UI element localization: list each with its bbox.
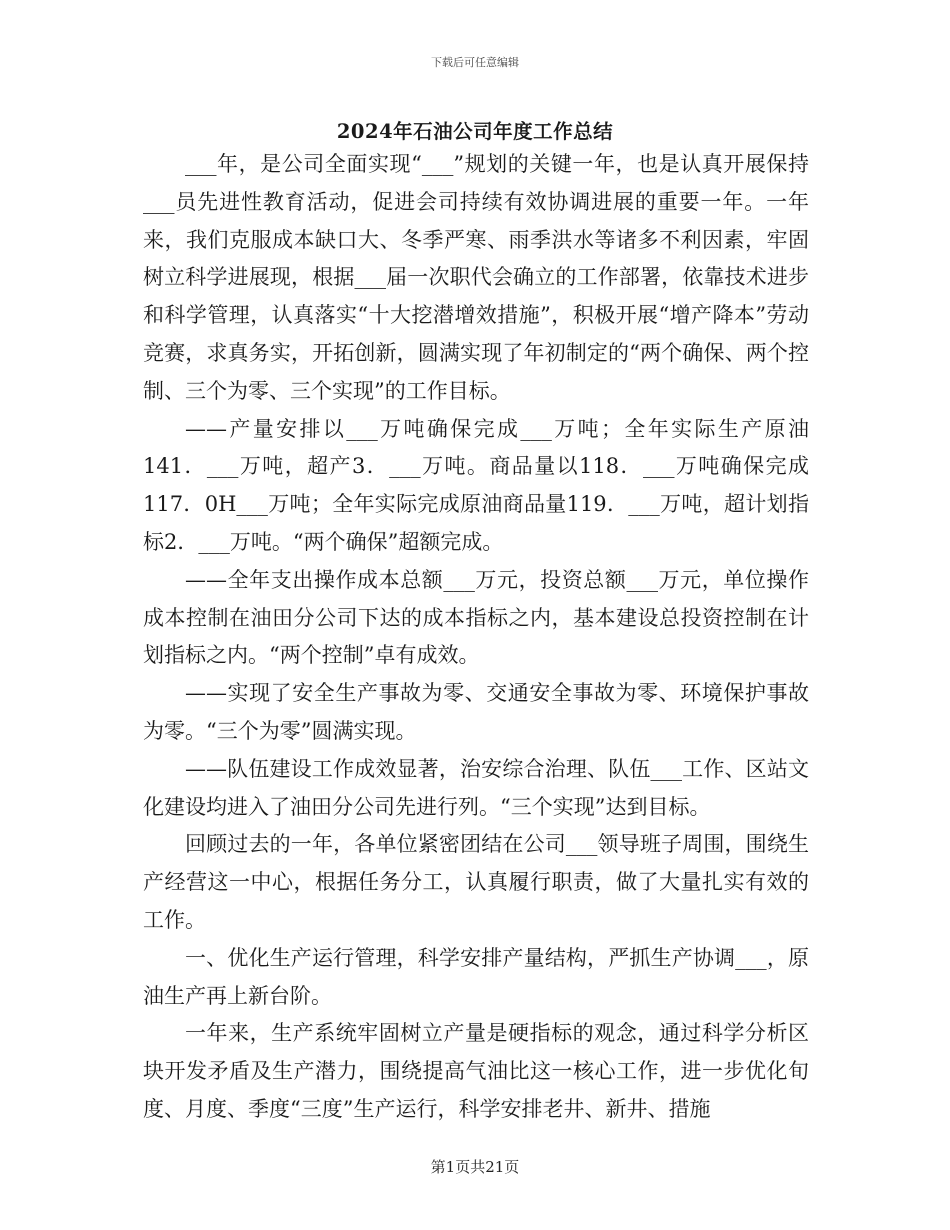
paragraph-production: ——产量安排以___万吨确保完成___万吨；全年实际生产原油141．___万吨，超产3．___万吨。商品量以118．___万吨确保完成117．0H___万吨；全年实际完成原油商品量119．___万吨，超计划指标2．___万吨。“两个确保”超额完成。 [143,416,809,554]
paragraph-cost-control: ——全年支出操作成本总额___万元，投资总额___万元，单位操作成本控制在油田分公司下达的成本指标之内，基本建设总投资控制在计划指标之内。“两个控制”卓有成效。 [143,567,809,668]
document-body [143,146,809,1129]
page-header-note: 下载后可任意编辑 [431,56,519,69]
paragraph-intro: ___年，是公司全面实现“___”规划的关键一年，也是认真开展保持___员先进性教育活动，促进会司持续有效协调进展的重要一年。一年来，我们克服成本缺口大、冬季严寒、雨季洪水等诸多不利因素，牢固树立科学进展现，根据___届一次职代会确立的工作部署，依靠技术进步和科学管理，认真落实“十大挖潜增效措施”，积极开展“增产降本”劳动竞赛，求真务实，开拓创新，圆满实现了年初制定的“两个确保、两个控制、三个为零、三个实现”的工作目标。 [143,152,809,403]
paragraph-team-building: ——队伍建设工作成效显著，治安综合治理、队伍___工作、区站文化建设均进入了油田分公司先进行列。“三个实现”达到目标。 [143,756,809,819]
paragraph-review: 回顾过去的一年，各单位紧密团结在公司___领导班子周围，围绕生产经营这一中心，根据任务分工，认真履行职责，做了大量扎实有效的工作。 [143,832,809,932]
document-title: 2024年石油公司年度工作总结 [336,120,614,143]
paragraph-safety: ——实现了安全生产事故为零、交通安全事故为零、环境保护事故为零。“三个为零”圆满实现。 [143,681,809,743]
section-heading-1: 一、优化生产运行管理，科学安排产量结构，严抓生产协调___，原油生产再上新台阶。 [143,945,809,1008]
page-number-footer: 第1页共21页 [430,1158,520,1176]
paragraph-production-system: 一年来，生产系统牢固树立产量是硬指标的观念，通过科学分析区块开发矛盾及生产潜力，围绕提高气油比这一核心工作，进一步优化旬度、月度、季度“三度”生产运行，科学安排老井、新井、措施 [143,1021,809,1121]
